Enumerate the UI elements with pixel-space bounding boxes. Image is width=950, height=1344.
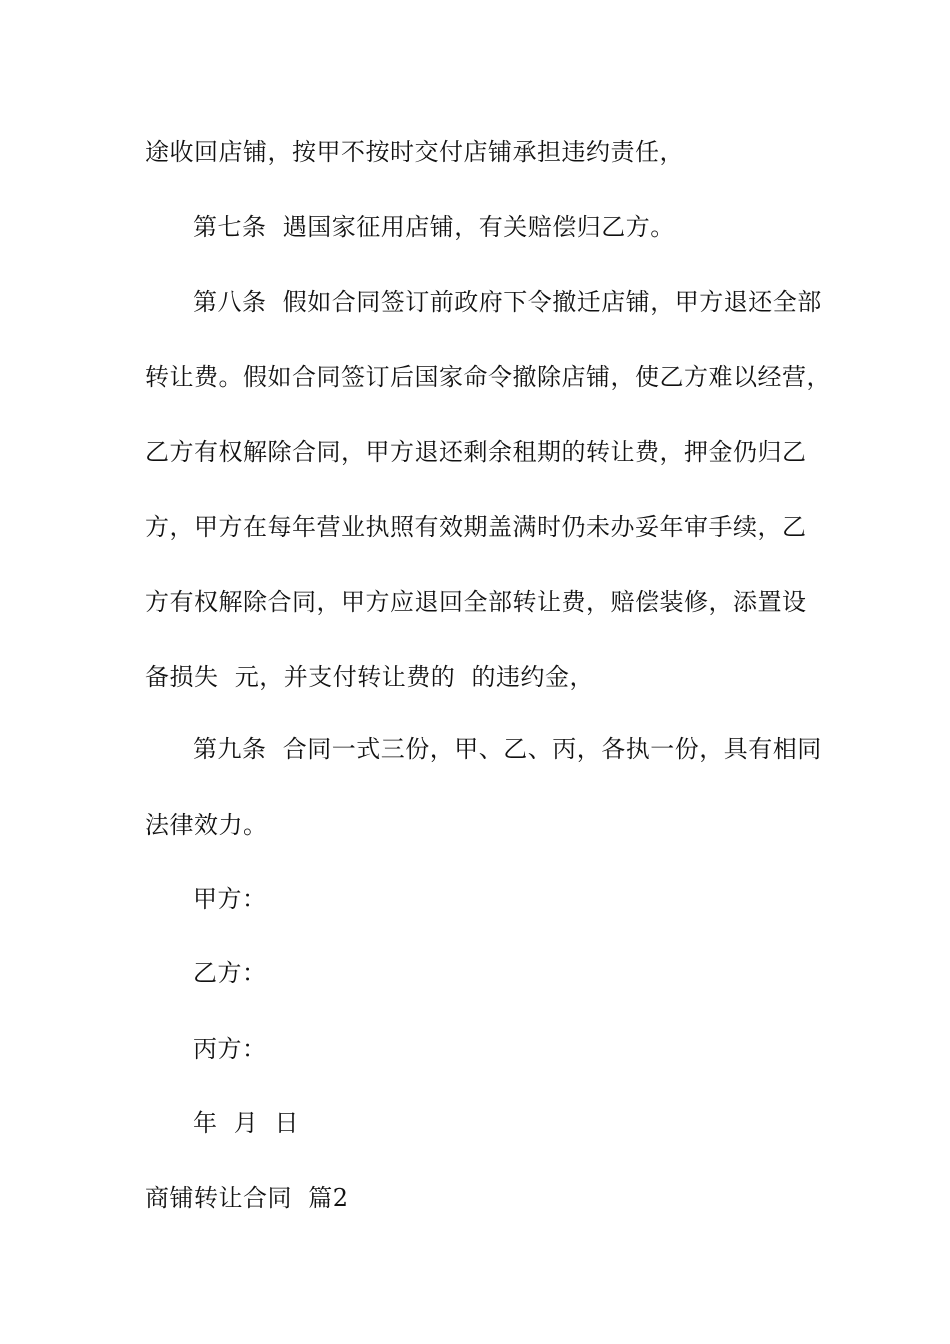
article-8-line: 第八条 假如合同签订前政府下令撤迁店铺，甲方退还全部 (193, 288, 822, 316)
paragraph-line: 途收回店铺，按甲不按时交付店铺承担违约责任， (145, 138, 684, 166)
paragraph-line: 转让费。假如合同签订后国家命令撤除店铺，使乙方难以经营， (145, 363, 831, 391)
party-b-label: 乙方： (193, 959, 267, 987)
paragraph-line: 方，甲方在每年营业执照有效期盖满时仍未办妥年审手续，乙 (145, 513, 807, 541)
article-9-line: 第九条 合同一式三份，甲、乙、丙，各执一份，具有相同 (193, 735, 822, 763)
paragraph-line: 法律效力。 (145, 811, 268, 839)
date-line: 年 月 日 (193, 1109, 300, 1137)
party-c-label: 丙方： (193, 1035, 267, 1063)
section-heading: 商铺转让合同 篇2 (145, 1184, 349, 1212)
party-a-label: 甲方： (193, 885, 267, 913)
article-7-line: 第七条 遇国家征用店铺，有关赔偿归乙方。 (193, 213, 675, 241)
paragraph-line: 乙方有权解除合同，甲方退还剩余租期的转让费，押金仍归乙 (145, 438, 807, 466)
paragraph-line: 方有权解除合同，甲方应退回全部转让费，赔偿装修，添置设 (145, 588, 807, 616)
paragraph-line: 备损失 元，并支付转让费的 的违约金， (145, 663, 595, 691)
